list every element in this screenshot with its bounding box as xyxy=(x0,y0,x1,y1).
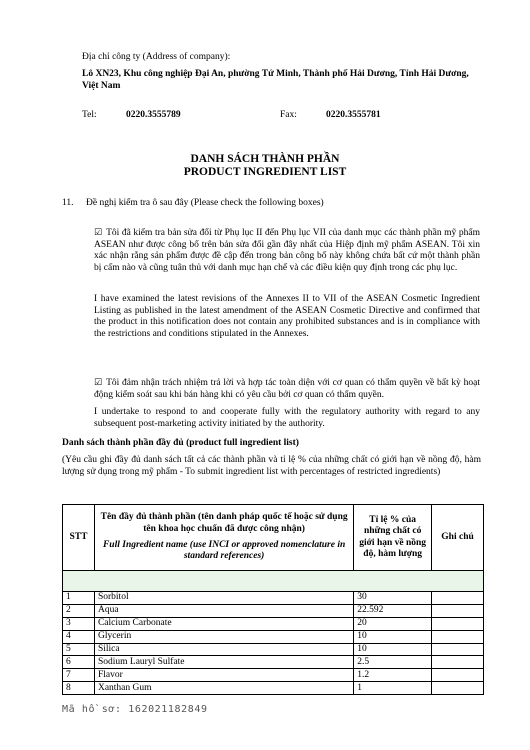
section-11-number: 11. xyxy=(62,198,74,208)
declaration-1-vi-text: Tôi đã kiểm tra bản sửa đổi từ Phụ lục II đến Phụ lục VII của danh mục các thành phần mỹ phẩm ASEAN như được công bố trên bản sửa đổi gần đây nhất của Hiệp định mỹ phẩm ASEAN. Tôi xin xác nhận rằng sản phẩm được đề cập đến trong bản công bố này không chứa bất cứ một thành phần bị cấm nào và cũng tuân thủ với danh mục hạn chế và các điều kiện quy định trong các phụ lục. xyxy=(94,228,480,273)
row-stt: 7 xyxy=(63,669,95,682)
table-row xyxy=(63,592,484,605)
table-row xyxy=(63,682,484,695)
tel-value: 0220.3555789 xyxy=(126,110,181,120)
row-ingredient-name: Sodium Lauryl Sulfate xyxy=(94,656,353,669)
header-ratio: Tỉ lệ % của những chất có giới hạn về nồng độ, hàm lượng xyxy=(354,505,432,571)
row-ratio: 22.592 xyxy=(354,604,432,617)
row-note xyxy=(432,617,484,630)
record-code: Mã hồ sơ: 162021182849 xyxy=(62,704,208,715)
header-note: Ghi chú xyxy=(432,505,484,571)
header-ingredient-name-en: Full Ingredient name (use INCI or approved nomenclature in standard references) xyxy=(102,539,346,562)
row-ingredient-name: Calcium Carbonate xyxy=(94,617,353,630)
table-row xyxy=(63,617,484,630)
row-stt: 1 xyxy=(63,592,95,605)
row-ingredient-name: Silica xyxy=(94,643,353,656)
row-ratio: 2.5 xyxy=(354,656,432,669)
checkbox-checked-icon[interactable]: ☑ xyxy=(94,378,103,388)
row-note xyxy=(432,682,484,695)
row-ratio: 10 xyxy=(354,643,432,656)
row-ratio: 1 xyxy=(354,682,432,695)
declaration-1-vi xyxy=(94,228,480,274)
table-spacer-cell xyxy=(63,571,484,592)
row-stt: 8 xyxy=(63,682,95,695)
row-ingredient-name: Glycerin xyxy=(94,630,353,643)
table-row xyxy=(63,656,484,669)
row-stt: 6 xyxy=(63,656,95,669)
section-11 xyxy=(62,198,324,209)
row-stt: 5 xyxy=(63,643,95,656)
full-ingredient-list-note: (Yêu cầu ghi đầy đủ danh sách tất cả các thành phần và tỉ lệ % của những chất có giới hạn về nồng độ, hàm lượng sử dụng trong mỹ phẩm - To submit ingredient list with percentages of restricted ingredients) xyxy=(62,455,481,477)
document-title-vi: DANH SÁCH THÀNH PHẦN xyxy=(190,153,340,165)
row-note xyxy=(432,592,484,605)
row-note xyxy=(432,656,484,669)
row-note xyxy=(432,604,484,617)
row-stt: 3 xyxy=(63,617,95,630)
document-title-en: PRODUCT INGREDIENT LIST xyxy=(183,166,347,178)
tel-label: Tel: xyxy=(82,110,97,120)
company-address-value: Lô XN23, Khu công nghiệp Đại An, phường Tứ Minh, Thành phố Hải Dương, Tỉnh Hải Dương, Việt Nam xyxy=(82,69,469,91)
checkbox-checked-icon[interactable]: ☑ xyxy=(94,228,103,238)
section-11-text: Đề nghị kiểm tra ô sau đây (Please check the following boxes) xyxy=(86,198,324,208)
row-ingredient-name: Xanthan Gum xyxy=(94,682,353,695)
row-ratio: 30 xyxy=(354,592,432,605)
header-stt: STT xyxy=(63,505,95,571)
declaration-2-vi xyxy=(94,378,480,401)
row-ratio: 10 xyxy=(354,630,432,643)
fax-label: Fax: xyxy=(280,110,297,120)
fax-value: 0220.3555781 xyxy=(326,110,381,120)
row-ingredient-name: Aqua xyxy=(94,604,353,617)
table-row xyxy=(63,604,484,617)
row-stt: 2 xyxy=(63,604,95,617)
header-ingredient-name-vi: Tên đầy đủ thành phần (tên danh pháp quốc tế hoặc sử dụng tên khoa học chuẩn đã được công nhận) xyxy=(100,511,348,534)
row-ratio: 1.2 xyxy=(354,669,432,682)
row-ratio: 20 xyxy=(354,617,432,630)
row-ingredient-name: Sorbitol xyxy=(94,592,353,605)
ingredient-table-header xyxy=(63,505,484,571)
table-spacer-row xyxy=(63,571,484,592)
table-row xyxy=(63,643,484,656)
row-stt: 4 xyxy=(63,630,95,643)
row-note xyxy=(432,643,484,656)
table-row xyxy=(63,669,484,682)
row-note xyxy=(432,669,484,682)
ingredient-table xyxy=(62,504,484,695)
table-row xyxy=(63,630,484,643)
declaration-2-en: I undertake to respond to and cooperate fully with the regulatory authority with regard to any subsequent post-marketing activity initiated by the authority. xyxy=(94,407,480,429)
row-note xyxy=(432,630,484,643)
company-address-label: Địa chỉ công ty (Address of company): xyxy=(82,52,231,62)
row-ingredient-name: Flavor xyxy=(94,669,353,682)
declaration-2-vi-text: Tôi đảm nhận trách nhiệm trả lời và hợp tác toàn diện với cơ quan có thẩm quyền về bất kỳ hoạt động kiểm soát sau khi bán hàng khi có yêu cầu bởi cơ quan có thẩm quyền. xyxy=(94,378,480,400)
full-ingredient-list-heading: Danh sách thành phần đầy đủ (product full ingredient list) xyxy=(62,438,299,448)
header-ingredient-name xyxy=(94,505,353,571)
declaration-1-en: I have examined the latest revisions of the Annexes II to VII of the ASEAN Cosmetic Ingredient Listing as published in the latest amendment of the ASEAN Cosmetic Directive and confirmed that the product in this notification does not contain any prohibited substances and is in compliance with the restrictions and conditions stipulated in the Annexes. xyxy=(94,294,480,339)
